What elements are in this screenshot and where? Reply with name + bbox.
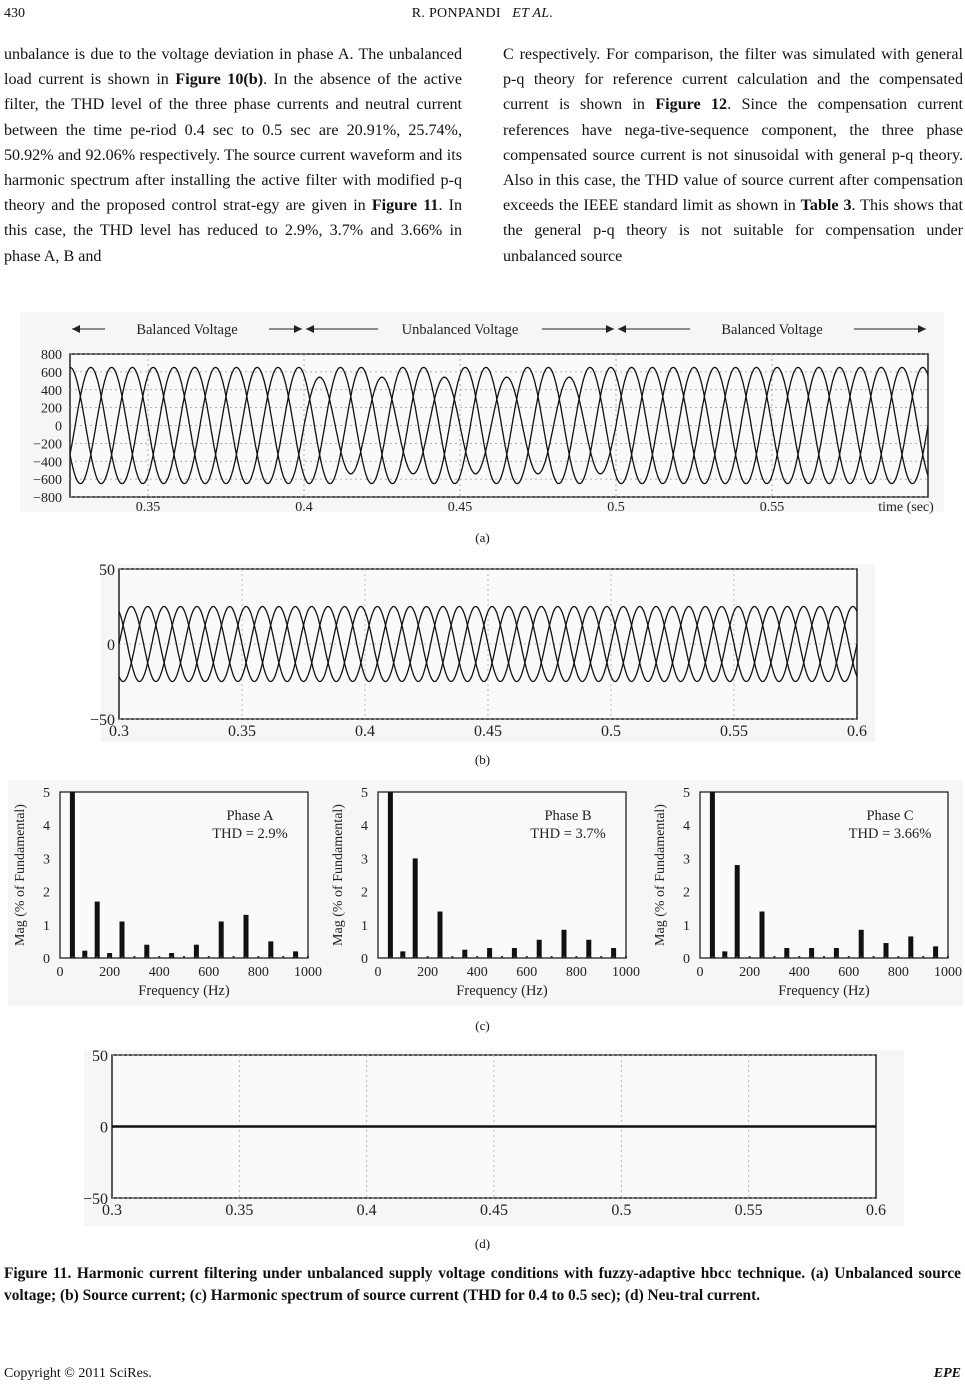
spectrum-0-baseline-dot (183, 956, 185, 958)
plot-a-ytick-7: −600 (33, 473, 62, 489)
spectrum-1-thd-label: THD = 3.7% (530, 826, 606, 842)
spectrum-1-bar-9 (586, 940, 591, 958)
plot-d-ytick-0: 50 (92, 1048, 108, 1065)
figure-b-label: (b) (474, 752, 491, 767)
spectrum-2-xtick-4: 800 (887, 965, 909, 980)
spectrum-2-baseline-dot (873, 956, 875, 958)
figure-c-svg (8, 780, 963, 1006)
copyright-text: Copyright © 2011 SciRes. (4, 1366, 152, 1381)
page-footer (4, 1366, 961, 1382)
plot-b-xtick-3: 0.45 (474, 723, 502, 740)
plot-a-ytick-6: −400 (33, 455, 62, 471)
spectrum-2-ytick-5: 5 (683, 786, 690, 801)
spectrum-0-xtick-4: 800 (247, 965, 269, 980)
spectrum-1-xtick-1: 200 (417, 965, 439, 980)
spectrum-1-baseline-dot (563, 956, 565, 958)
spectrum-1-ytick-5: 5 (361, 786, 368, 801)
spectrum-1-baseline-dot (526, 956, 528, 958)
spectrum-0-baseline-dot (307, 956, 309, 958)
plot-a-frame (70, 354, 928, 497)
spectrum-1-baseline-dot (489, 956, 491, 958)
spectrum-1-ytick-2: 2 (361, 885, 368, 901)
spectrum-0-baseline-dot (195, 956, 197, 958)
plot-a-ytick-8: −800 (33, 491, 62, 506)
spectrum-2-baseline-dot (724, 956, 726, 958)
spectrum-0-xlabel: Frequency (Hz) (138, 983, 230, 999)
spectrum-2-baseline-dot (935, 956, 937, 958)
spectrum-1-bar-0 (388, 792, 393, 958)
spectrum-2-ytick-1: 1 (683, 918, 690, 934)
plot-b-xtick-4: 0.5 (601, 723, 621, 740)
spectrum-2-baseline-dot (823, 956, 825, 958)
figure-a-label: (a) (475, 530, 490, 545)
plot-a-region-arrowhead-right-1 (606, 325, 614, 333)
spectrum-0-baseline-dot (295, 956, 297, 958)
left-column-segment-2: . In the absence of the active filter, the THD level of the three phase currents and neutral current between the time pe-riod 0.4 sec to 0.5 sec are 20.91%, 25.74%, 50.92% and 92.06% respectively. The source current waveform and its harmonic spectrum after installing the active filter with modified p-q theory and the proposed control strat-egy are given in (4, 71, 462, 215)
spectrum-0-ylabel: Mag (% of Fundamental) (13, 804, 28, 946)
figure-d-label: (d) (474, 1236, 491, 1251)
spectrum-1-bar-8 (562, 930, 567, 958)
spectrum-2-baseline-dot (773, 956, 775, 958)
plot-a-ytick-1: 600 (41, 365, 62, 381)
spectrum-2-baseline-dot (786, 956, 788, 958)
spectrum-0-bar-0 (70, 792, 75, 958)
spectrum-1-ylabel: Mag (% of Fundamental) (331, 804, 346, 946)
plot-a-region-arrowhead-left-1 (306, 325, 314, 333)
spectrum-2-baseline-dot (885, 956, 887, 958)
spectrum-0-baseline-dot (220, 956, 222, 958)
plot-b-xtick-2: 0.4 (355, 723, 375, 740)
spectrum-0-bar-9 (244, 915, 249, 958)
spectrum-1-xtick-5: 1000 (612, 965, 640, 980)
plot-a-region-arrowhead-right-0 (294, 325, 302, 333)
spectrum-2-baseline-dot (848, 956, 850, 958)
plot-a-ytick-0: 800 (41, 348, 62, 363)
spectrum-0-ytick-5: 5 (43, 786, 50, 801)
spectrum-1-baseline-dot (476, 956, 478, 958)
right-column-segment-1: Figure 12 (655, 96, 728, 114)
spectrum-0-baseline-dot (158, 956, 160, 958)
spectrum-2-bar-8 (884, 943, 889, 958)
left-column-segment-3: Figure 11 (371, 197, 439, 215)
plot-a-xlabel: time (sec) (878, 500, 934, 515)
plot-d-xtick-2: 0.4 (356, 1202, 377, 1219)
spectrum-2-bar-3 (760, 912, 765, 958)
plot-a-xtick-3: 0.5 (607, 500, 625, 515)
spectrum-2-baseline-dot (897, 956, 899, 958)
right-column-segment-3: Table 3 (800, 197, 852, 215)
plot-a-ytick-3: 200 (41, 401, 62, 417)
left-column-segment-4: . In this case, the THD level has reduced to 2.9%, 3.7% and 3.66% in phase A, B and (4, 197, 462, 265)
plot-a-region-arrowhead-left-2 (618, 325, 626, 333)
spectrum-0-baseline-dot (282, 956, 284, 958)
spectrum-0-baseline-dot (146, 956, 148, 958)
spectrum-2-baseline-dot (761, 956, 763, 958)
page-number: 430 (4, 6, 25, 21)
plot-a-region-label-0: Balanced Voltage (136, 322, 238, 338)
plot-b-ytick-1: 0 (107, 637, 115, 654)
spectrum-2-ylabel: Mag (% of Fundamental) (653, 804, 668, 946)
spectrum-0-xtick-5: 1000 (294, 965, 322, 980)
spectrum-0-baseline-dot (245, 956, 247, 958)
spectrum-2-xtick-3: 600 (838, 965, 860, 980)
right-column-segment-0: C respectively. For comparison, the filter was simulated with general p-q theory for reference current calculation and the compensated current is shown in (503, 46, 963, 114)
plot-d-xtick-4: 0.5 (611, 1202, 632, 1219)
figure-c-plot (8, 780, 963, 1006)
spectrum-0-baseline-dot (84, 956, 86, 958)
spectrum-1-xtick-4: 800 (565, 965, 587, 980)
left-column-segment-1: Figure 10(b) (175, 71, 264, 89)
figure-b-svg (89, 562, 875, 742)
spectrum-1-baseline-dot (538, 956, 540, 958)
spectrum-2-bar-9 (908, 936, 913, 958)
figure-d-plot (84, 1050, 904, 1226)
spectrum-0-phase-label: Phase A (226, 808, 274, 824)
plot-a-ytick-5: −200 (33, 437, 62, 453)
spectrum-0-ytick-3: 3 (43, 852, 50, 868)
spectrum-1-baseline-dot (439, 956, 441, 958)
spectrum-2-bar-2 (735, 865, 740, 958)
plot-a-region-label-1: Unbalanced Voltage (401, 322, 519, 338)
spectrum-1-baseline-dot (588, 956, 590, 958)
figure-c-label: (c) (475, 1018, 490, 1033)
spectrum-2-bar-7 (859, 930, 864, 958)
spectrum-0-baseline-dot (109, 956, 111, 958)
figure-d-svg (84, 1050, 904, 1226)
spectrum-2-baseline-dot (860, 956, 862, 958)
plot-d-xtick-0: 0.3 (102, 1202, 122, 1219)
spectrum-1-baseline-dot (625, 956, 627, 958)
plot-a-xtick-4: 0.55 (759, 500, 785, 515)
spectrum-0-xtick-0: 0 (56, 965, 64, 980)
spectrum-2-xtick-1: 200 (739, 965, 761, 980)
spectrum-2-xtick-5: 1000 (934, 965, 962, 980)
plot-b-ytick-2: −50 (89, 712, 115, 729)
spectrum-0-baseline-dot (171, 956, 173, 958)
spectrum-2-baseline-dot (798, 956, 800, 958)
spectrum-1-baseline-dot (501, 956, 503, 958)
spectrum-2-baseline-dot (811, 956, 813, 958)
spectrum-2-xlabel: Frequency (Hz) (778, 983, 870, 999)
spectrum-0-bar-4 (120, 921, 125, 958)
spectrum-1-baseline-dot (427, 956, 429, 958)
spectrum-0-ytick-4: 4 (43, 819, 50, 835)
spectrum-0-xtick-1: 200 (99, 965, 121, 980)
spectrum-1-bar-3 (438, 912, 443, 958)
plot-a-xtick-0: 0.35 (135, 500, 161, 515)
spectrum-1-baseline-dot (389, 956, 391, 958)
spectrum-2-phase-label: Phase C (866, 808, 914, 824)
spectrum-2-xtick-2: 400 (788, 965, 810, 980)
plot-a-ytick-4: 0 (55, 419, 62, 435)
spectrum-0-baseline-dot (270, 956, 272, 958)
spectrum-0-thd-label: THD = 2.9% (212, 826, 288, 842)
plot-a-xtick-2: 0.45 (447, 500, 473, 515)
plot-d-ytick-2: −50 (82, 1191, 108, 1208)
spectrum-1-xtick-3: 600 (516, 965, 538, 980)
spectrum-0-ytick-1: 1 (43, 918, 50, 934)
figure-a-plot (20, 312, 944, 515)
author-etal: ET AL. (512, 6, 554, 21)
spectrum-0-baseline-dot (133, 956, 135, 958)
spectrum-1-baseline-dot (451, 956, 453, 958)
spectrum-2-bar-0 (710, 792, 715, 958)
plot-a-region-label-2: Balanced Voltage (721, 322, 823, 338)
spectrum-0-xtick-2: 400 (148, 965, 170, 980)
spectrum-1-bar-2 (413, 858, 418, 958)
spectrum-1-baseline-dot (575, 956, 577, 958)
spectrum-0-ytick-0: 0 (43, 952, 50, 967)
spectrum-0-bar-10 (268, 941, 273, 958)
spectrum-0-baseline-dot (96, 956, 98, 958)
plot-a-region-arrowhead-right-2 (918, 325, 926, 333)
plot-a-xtick-1: 0.4 (295, 500, 313, 515)
plot-d-xtick-5: 0.55 (734, 1202, 763, 1219)
plot-b-xtick-0: 0.3 (109, 723, 129, 740)
spectrum-0-baseline-dot (121, 956, 123, 958)
spectrum-2-baseline-dot (711, 956, 713, 958)
spectrum-0-baseline-dot (208, 956, 210, 958)
spectrum-0-bar-8 (219, 921, 224, 958)
plot-b-xtick-6: 0.6 (847, 723, 867, 740)
plot-d-xtick-3: 0.45 (480, 1202, 508, 1219)
spectrum-1-ytick-4: 4 (361, 819, 368, 835)
spectrum-1-baseline-dot (551, 956, 553, 958)
spectrum-2-baseline-dot (749, 956, 751, 958)
figure-b-plot (89, 562, 875, 742)
spectrum-2-ytick-2: 2 (683, 885, 690, 901)
spectrum-0-xtick-3: 600 (198, 965, 220, 980)
plot-b-xtick-5: 0.55 (720, 723, 748, 740)
right-column-text (503, 42, 963, 269)
plot-d-xtick-6: 0.6 (866, 1202, 886, 1219)
left-column-segment-0: unbalance is due to the voltage deviation in phase A. The unbalanced load current is shown in (4, 46, 462, 89)
spectrum-1-baseline-dot (600, 956, 602, 958)
spectrum-1-ytick-1: 1 (361, 918, 368, 934)
spectrum-0-baseline-dot (71, 956, 73, 958)
right-column-segment-2: . Since the compensation current references have nega-tive-sequence component, the three phase compensated source current is not sinusoidal with general p-q theory. Also in this case, the THD value of source current after compensation exceeds the IEEE standard limit as shown in (503, 96, 963, 215)
running-head (0, 6, 965, 22)
left-column-text (4, 42, 462, 269)
spectrum-2-ytick-0: 0 (683, 952, 690, 967)
spectrum-1-xlabel: Frequency (Hz) (456, 983, 548, 999)
spectrum-2-baseline-dot (910, 956, 912, 958)
spectrum-2-thd-label: THD = 3.66% (848, 826, 932, 842)
spectrum-1-ytick-0: 0 (361, 952, 368, 967)
spectrum-0-baseline-dot (257, 956, 259, 958)
plot-d-xtick-1: 0.35 (225, 1202, 254, 1219)
spectrum-1-baseline-dot (414, 956, 416, 958)
spectrum-2-baseline-dot (835, 956, 837, 958)
spectrum-2-baseline-dot (736, 956, 738, 958)
spectrum-0-baseline-dot (233, 956, 235, 958)
spectrum-1-baseline-dot (402, 956, 404, 958)
spectrum-2-ytick-4: 4 (683, 819, 690, 835)
spectrum-1-baseline-dot (464, 956, 466, 958)
author-name: R. PONPANDI (411, 6, 501, 21)
spectrum-1-bar-7 (537, 940, 542, 958)
spectrum-2-baseline-dot (947, 956, 949, 958)
spectrum-2-baseline-dot (922, 956, 924, 958)
spectrum-1-ytick-3: 3 (361, 852, 368, 868)
spectrum-1-baseline-dot (613, 956, 615, 958)
spectrum-2-xtick-0: 0 (696, 965, 704, 980)
journal-abbrev: EPE (933, 1366, 961, 1381)
plot-b-ytick-0: 50 (99, 562, 115, 579)
spectrum-1-xtick-2: 400 (466, 965, 488, 980)
plot-b-xtick-1: 0.35 (228, 723, 256, 740)
spectrum-1-phase-label: Phase B (544, 808, 592, 824)
figure-a-svg (20, 312, 944, 515)
figure-caption: Figure 11. Harmonic current filtering under unbalanced supply voltage conditions with fuzzy-adaptive hbcc technique. (a) Unbalanced source voltage; (b) Source current; (c) Harmonic spectrum of source current (THD for 0.4 to 0.5 sec); (d) Neu-tral current. (4, 1265, 961, 1304)
plot-d-ytick-1: 0 (100, 1119, 108, 1137)
spectrum-1-baseline-dot (513, 956, 515, 958)
spectrum-1-xtick-0: 0 (374, 965, 382, 980)
spectrum-0-bar-2 (95, 902, 100, 958)
spectrum-0-ytick-2: 2 (43, 885, 50, 901)
plot-a-region-arrowhead-left-0 (72, 325, 80, 333)
plot-a-ytick-2: 400 (41, 383, 62, 399)
right-column-segment-4: . This shows that the general p-q theory is not suitable for compensation under unbalanced source (503, 197, 963, 265)
spectrum-2-ytick-3: 3 (683, 852, 690, 868)
